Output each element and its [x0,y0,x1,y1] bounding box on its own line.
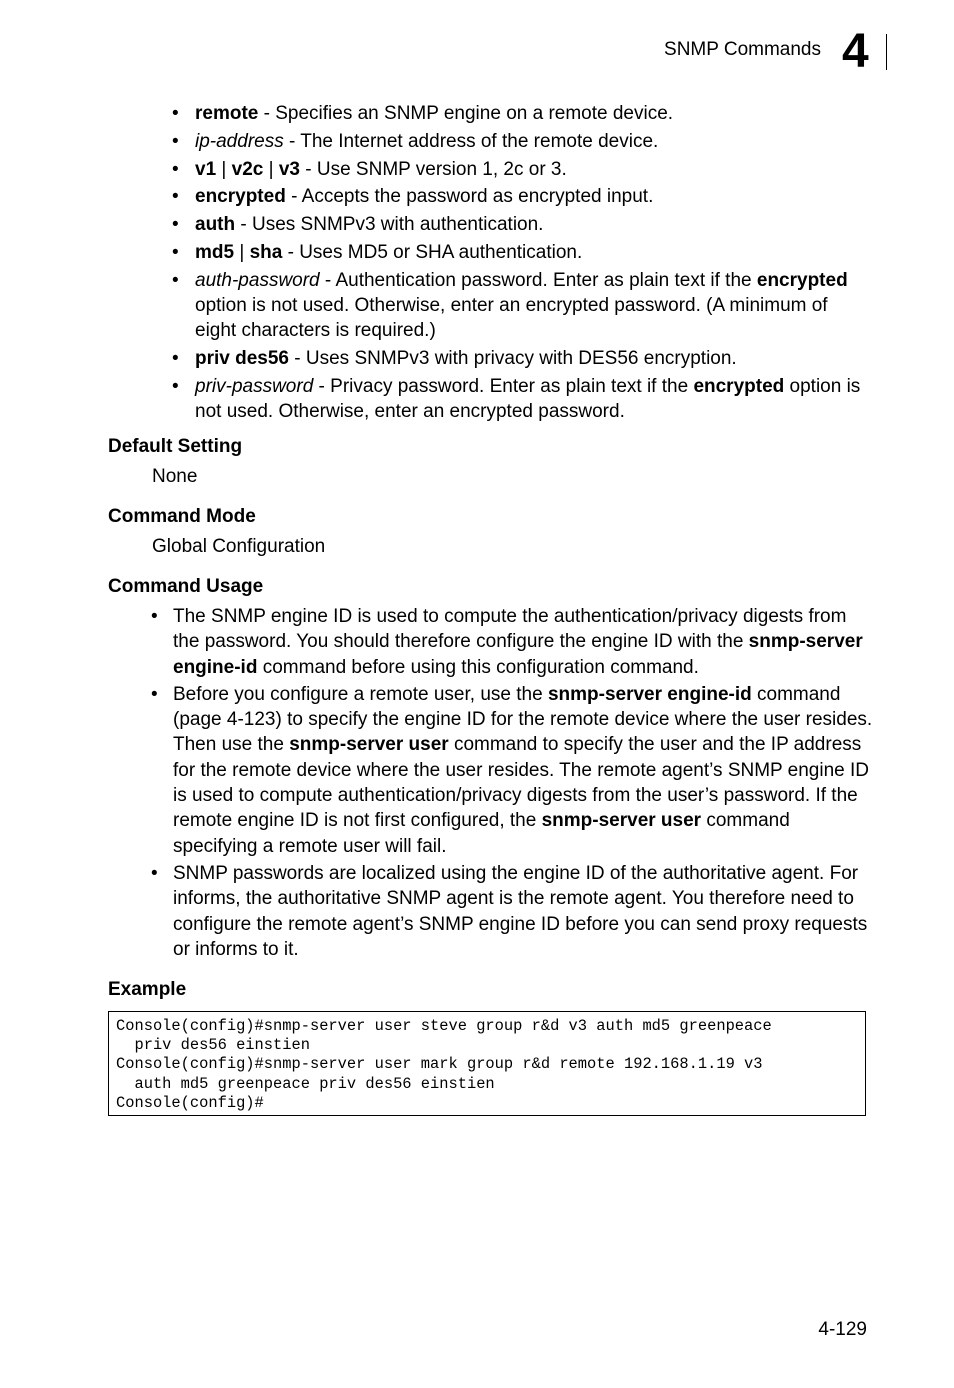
bullet-marker: • [151,862,158,884]
parameter-item [172,374,872,425]
description-text: - Uses SNMPv3 with authentication. [235,214,544,236]
keyword-text: snmp-server engine-id [173,631,863,678]
parameter-item [172,212,872,237]
default-setting-value: None [152,466,198,487]
keyword-text: snmp-server user [289,734,449,756]
example-heading: Example [108,979,187,1000]
bullet-marker: • [172,348,179,370]
bullet-marker: • [151,606,158,627]
code-line: Console(config)#snmp-server user mark group r&d remote 192.168.1.19 v3 [116,1055,763,1074]
header-title: SNMP Commands [664,39,821,60]
bullet-marker: • [172,158,179,180]
command-mode-heading: Command Mode [108,506,256,527]
description-text: - Uses MD5 or SHA authentication. [282,241,583,263]
code-line: auth md5 greenpeace priv des56 einstien [116,1074,495,1093]
description-text: | [234,241,250,263]
bullet-marker: • [172,103,179,124]
default-setting-section [108,435,878,489]
description-text: option is not used. Otherwise, enter an encrypted password. [195,375,861,423]
keyword-text: v2c [231,158,264,180]
parameter-item [172,240,872,265]
keyword-text: priv des56 [195,348,289,370]
description-text: Before you configure a remote user, use the [173,683,548,705]
description-text: command before using this configuration command. [257,656,699,678]
description-text: | [263,158,279,180]
command-mode-section [108,505,878,559]
page-number: 4-129 [818,1319,867,1340]
description-text: - Privacy password. Enter as plain text if the [313,375,694,397]
parameter-item [172,101,872,126]
keyword-text: snmp-server user [541,810,702,832]
running-header [0,25,954,78]
usage-item [151,682,873,859]
description-text: SNMP passwords are localized using the engine ID of the authoritative agent. For informs, the authoritative SNMP agent is the remote agent. You therefore need to configure the remote agent’s SNMP engine ID before you can send proxy requests or informs to it. [173,862,868,960]
description-text: | [216,158,232,180]
parameter-item [172,268,872,344]
description-text: option is not used. Otherwise, enter an encrypted password. (A minimum of eight characters is required.) [195,295,828,342]
bullet-marker: • [151,683,158,705]
keyword-text: encrypted [756,269,848,291]
keyword-text: remote [195,103,259,124]
description-text: - Authentication password. Enter as plain text if the [319,269,757,291]
argument-text: priv-password [195,375,314,397]
keyword-text: encrypted [195,186,286,208]
command-mode-value: Global Configuration [152,536,326,557]
bullet-marker: • [172,269,179,291]
description-text: command (page 4-123) to specify the engine ID for the remote device where the user resides. Then use the [173,683,873,756]
bullet-marker: • [172,186,179,208]
description-text: The SNMP engine ID is used to compute the authentication/privacy digests from the password. You should therefore configure the engine ID with the [173,606,847,653]
parameter-item [172,157,872,182]
command-usage-list [151,604,873,964]
parameter-item [172,184,872,209]
command-usage-heading: Command Usage [108,576,264,597]
argument-text: ip-address [195,130,284,152]
keyword-text: auth [195,214,236,236]
keyword-text: md5 [195,241,235,263]
bullet-marker: • [172,214,179,236]
example-code-block [108,1011,866,1116]
description-text: - Use SNMP version 1, 2c or 3. [299,158,567,180]
chapter-divider [886,34,887,70]
usage-item [151,604,873,680]
keyword-text: v3 [278,158,300,180]
command-usage-section [108,575,878,599]
description-text: - The Internet address of the remote device. [283,130,659,152]
description-text: command specifying a remote user will fail. [173,810,790,857]
keyword-text: v1 [195,158,217,180]
example-section [108,978,878,1002]
description-text: - Specifies an SNMP engine on a remote device. [258,103,674,124]
parameter-item [172,129,872,154]
bullet-marker: • [172,241,179,263]
default-setting-heading: Default Setting [108,436,243,457]
code-line: Console(config)#snmp-server user steve group r&d v3 auth md5 greenpeace [116,1017,772,1035]
code-line: priv des56 einstien [116,1036,310,1055]
keyword-text: sha [249,241,283,263]
code-line: Console(config)# [116,1093,264,1112]
chapter-number: 4 [842,25,869,78]
bullet-marker: • [172,375,179,397]
parameter-list [172,101,872,427]
parameter-item [172,346,872,371]
usage-item [151,861,873,962]
bullet-marker: • [172,130,179,152]
keyword-text: snmp-server engine-id [547,683,752,705]
description-text: command to specify the user and the IP address for the remote device where the user resides. The remote agent’s SNMP engine ID is used to compute authentication/privacy digests from the user’s password. If the remote engine ID is not first configured, the [173,734,869,832]
keyword-text: encrypted [693,375,785,397]
description-text: - Accepts the password as encrypted input. [285,186,654,208]
description-text: - Uses SNMPv3 with privacy with DES56 encryption. [289,348,737,370]
argument-text: auth-password [195,269,320,291]
